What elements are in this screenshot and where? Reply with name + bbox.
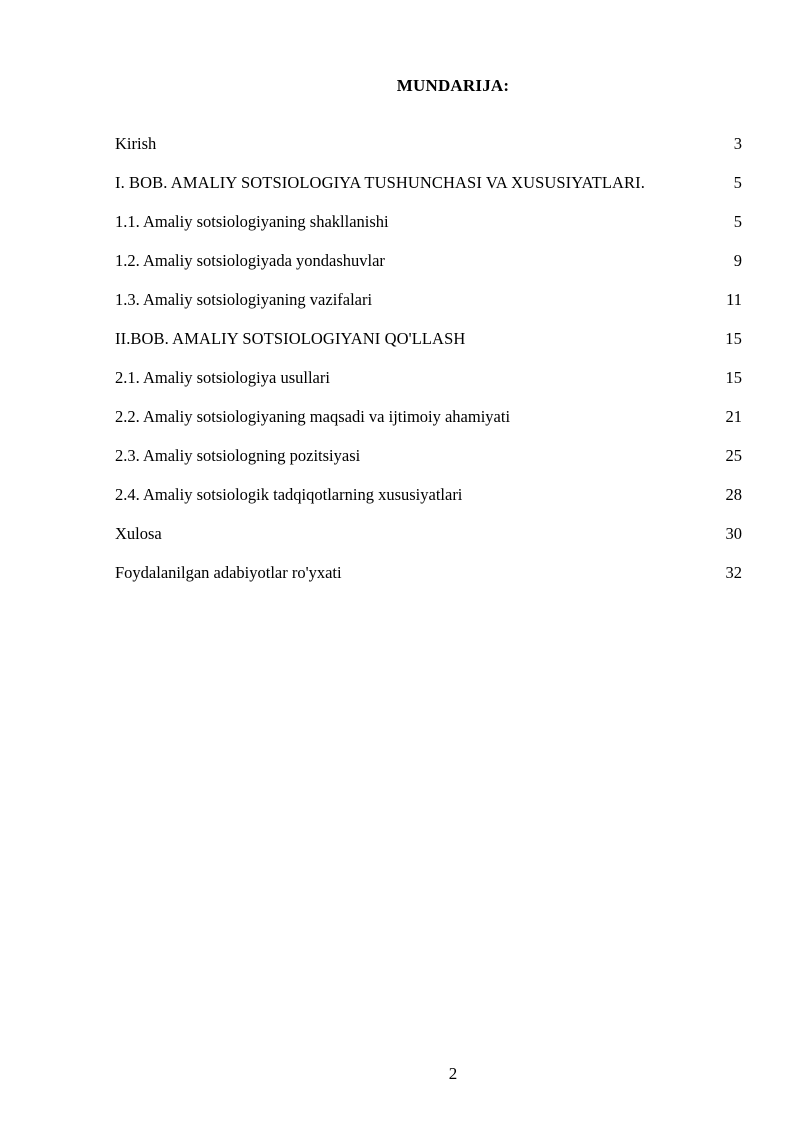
toc-entry-label: Kirish xyxy=(115,134,157,153)
toc-entry-2-2[interactable] xyxy=(115,407,742,446)
toc-entry-label: 2.1. Amaliy sotsiologiya usullari xyxy=(115,368,330,387)
page-title: MUNDARIJA: xyxy=(396,76,510,95)
page-number: 2 xyxy=(448,1064,458,1083)
toc-entry-xulosa[interactable] xyxy=(115,524,742,563)
toc-entry-page: 28 xyxy=(725,485,742,504)
toc-entry-page: 32 xyxy=(725,563,742,582)
toc-entry-2-1[interactable] xyxy=(115,368,742,407)
toc-entry-page: 11 xyxy=(726,290,742,309)
toc-entry-chapter-1[interactable] xyxy=(115,173,742,212)
toc-entry-page: 21 xyxy=(725,407,742,426)
toc-entry-label: 2.2. Amaliy sotsiologiyaning maqsadi va ijtimoiy ahamiyati xyxy=(115,407,511,426)
toc-entry-label: I. BOB. AMALIY SOTSIOLOGIYA TUSHUNCHASI VA XUSUSIYATLARI. xyxy=(115,173,645,192)
toc-entry-label: 2.3. Amaliy sotsiologning pozitsiyasi xyxy=(115,446,361,465)
toc-entry-page: 15 xyxy=(725,368,742,387)
toc-entry-1-2[interactable] xyxy=(115,251,742,290)
toc-entry-label: 2.4. Amaliy sotsiologik tadqiqotlarning xususiyatlari xyxy=(115,485,463,504)
table-of-contents xyxy=(115,134,742,602)
toc-entry-page: 15 xyxy=(725,329,742,348)
toc-entry-label: II.BOB. AMALIY SOTSIOLOGIYANI QO'LLASH xyxy=(115,329,466,348)
toc-entry-page: 3 xyxy=(733,134,742,153)
toc-entry-label: 1.1. Amaliy sotsiologiyaning shakllanishi xyxy=(115,212,389,231)
toc-entry-page: 30 xyxy=(725,524,742,543)
toc-entry-1-3[interactable] xyxy=(115,290,742,329)
toc-entry-page: 5 xyxy=(733,212,742,231)
toc-entry-page: 9 xyxy=(733,251,742,270)
toc-entry-2-3[interactable] xyxy=(115,446,742,485)
toc-entry-chapter-2[interactable] xyxy=(115,329,742,368)
toc-entry-label: 1.2. Amaliy sotsiologiyada yondashuvlar xyxy=(115,251,385,270)
toc-entry-label: Xulosa xyxy=(115,524,162,543)
toc-entry-label: 1.3. Amaliy sotsiologiyaning vazifalari xyxy=(115,290,373,309)
toc-entry-page: 25 xyxy=(725,446,742,465)
toc-entry-1-1[interactable] xyxy=(115,212,742,251)
toc-entry-adabiyotlar[interactable] xyxy=(115,563,742,602)
toc-entry-page: 5 xyxy=(733,173,742,192)
toc-entry-label: Foydalanilgan adabiyotlar ro'yxati xyxy=(115,563,342,582)
toc-entry-2-4[interactable] xyxy=(115,485,742,524)
toc-entry-kirish[interactable] xyxy=(115,134,742,173)
